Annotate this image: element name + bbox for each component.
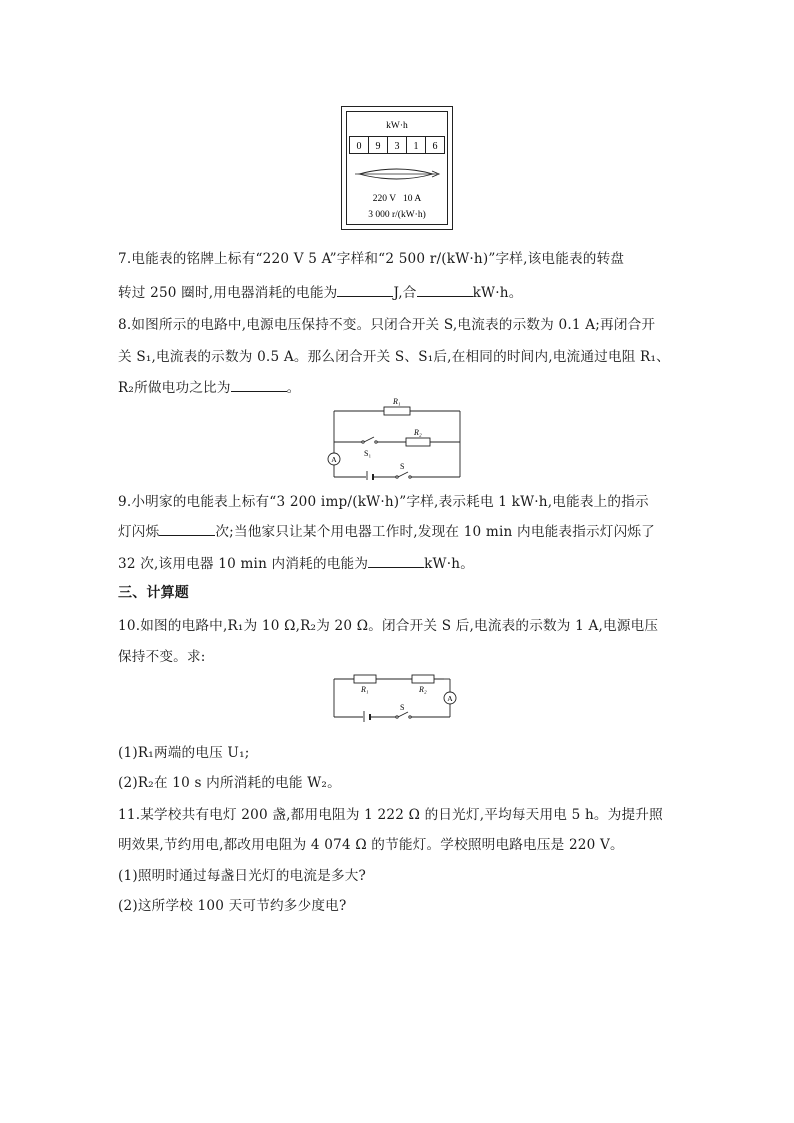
electric-meter-figure	[341, 106, 453, 230]
switch-s-icon	[396, 712, 411, 718]
resistor-r2-label: R₂	[414, 428, 422, 437]
q10-sub1: (1)R₁两端的电压 U₁;	[118, 745, 250, 761]
meter-digit: 1	[413, 141, 419, 152]
resistor-r1	[354, 675, 376, 683]
meter-rating: 220 V 10 A	[372, 194, 422, 204]
switch-s-label: S	[400, 703, 405, 712]
circuit-diagram-2	[330, 672, 464, 722]
q7-line1: 7.电能表的铭牌上标有“220 V 5 A”字样和“2 500 r/(kW·h)”字样,该电能表的转盘	[118, 251, 625, 267]
q10-line1: 10.如图的电路中,R₁为 10 Ω,R₂为 20 Ω。闭合开关 S 后,电流表的示数为 1 A,电源电压	[118, 618, 659, 634]
q9-line3	[118, 552, 474, 572]
resistor-r1-label: R₁	[361, 685, 369, 694]
q11-line2: 明效果,节约用电,都改用电阻为 4 074 Ω 的节能灯。学校照明电路电压是 220 V。	[118, 837, 624, 853]
q9-line2-start: 灯闪烁	[118, 524, 160, 540]
answer-blank	[159, 522, 215, 536]
answer-blank	[337, 283, 393, 297]
q8-line3-end: 。	[286, 380, 301, 396]
meter-digit: 9	[375, 141, 381, 152]
q9-line3-end: kW·h。	[424, 556, 475, 572]
switch-s-label: S	[400, 462, 405, 471]
switch-s1-label: S₁	[364, 449, 372, 458]
resistor-r2	[406, 438, 430, 446]
q7-line2-end: kW·h。	[472, 285, 523, 301]
rotating-disc-icon	[355, 169, 439, 179]
q8-line2: 关 S₁,电流表的示数为 0.5 A。那么闭合开关 S、S₁后,在相同的时间内,电流通过电阻 R₁、	[118, 349, 670, 365]
q7-line2	[118, 281, 523, 301]
q8-line1: 8.如图所示的电路中,电源电压保持不变。只闭合开关 S,电流表的示数为 0.1 A;再闭合开	[118, 317, 656, 333]
q8-line3	[118, 376, 300, 396]
q8-line3-start: R₂所做电功之比为	[118, 380, 231, 396]
meter-digit: 0	[356, 141, 362, 152]
q10-line2: 保持不变。求:	[118, 649, 206, 665]
circuit-diagram-1	[326, 394, 466, 480]
answer-blank	[417, 283, 473, 297]
resistor-r1	[384, 407, 410, 415]
answer-blank	[368, 554, 424, 568]
q10-sub2: (2)R₂在 10 s 内所消耗的电能 W₂。	[118, 775, 341, 791]
battery-icon	[367, 471, 373, 480]
section-heading: 三、计算题	[118, 585, 189, 601]
meter-digit: 3	[394, 141, 400, 152]
q11-sub2: (2)这所学校 100 天可节约多少度电?	[118, 898, 347, 914]
meter-spec: 3 000 r/(kW·h)	[368, 210, 426, 220]
ammeter-label: A	[447, 694, 453, 703]
q9-line3-start: 32 次,该用电器 10 min 内消耗的电能为	[118, 556, 369, 572]
q9-line1: 9.小明家的电能表上标有“3 200 imp/(kW·h)”字样,表示耗电 1 kW·h,电能表上的指示	[118, 494, 649, 510]
q11-sub1: (1)照明时通过每盏日光灯的电流是多大?	[118, 868, 367, 884]
circuit-wires	[334, 679, 450, 717]
q11-line1: 11.某学校共有电灯 200 盏,都用电阻为 1 222 Ω 的日光灯,平均每天用电 5 h。为提升照	[118, 807, 663, 823]
meter-unit: kW·h	[386, 121, 408, 131]
switch-s1-icon	[362, 437, 377, 443]
resistor-r2-label: R₂	[419, 685, 427, 694]
q7-line2-start: 转过 250 圈时,用电器消耗的电能为	[118, 285, 338, 301]
ammeter-label: A	[331, 455, 337, 464]
battery-icon	[364, 711, 370, 722]
resistor-r2	[412, 675, 434, 683]
meter-digit: 6	[432, 141, 438, 152]
switch-s-icon	[396, 472, 411, 478]
answer-blank	[231, 378, 287, 392]
ammeter-icon	[444, 692, 456, 704]
q7-line2-mid: J,合	[393, 285, 417, 301]
ammeter-icon	[328, 453, 340, 465]
circuit-wires	[334, 411, 460, 477]
q9-line2-end: 次;当他家只让某个用电器工作时,发现在 10 min 内电能表指示灯闪烁了	[215, 524, 655, 540]
q9-line2	[118, 520, 655, 540]
resistor-r1-label: R₁	[393, 397, 401, 406]
